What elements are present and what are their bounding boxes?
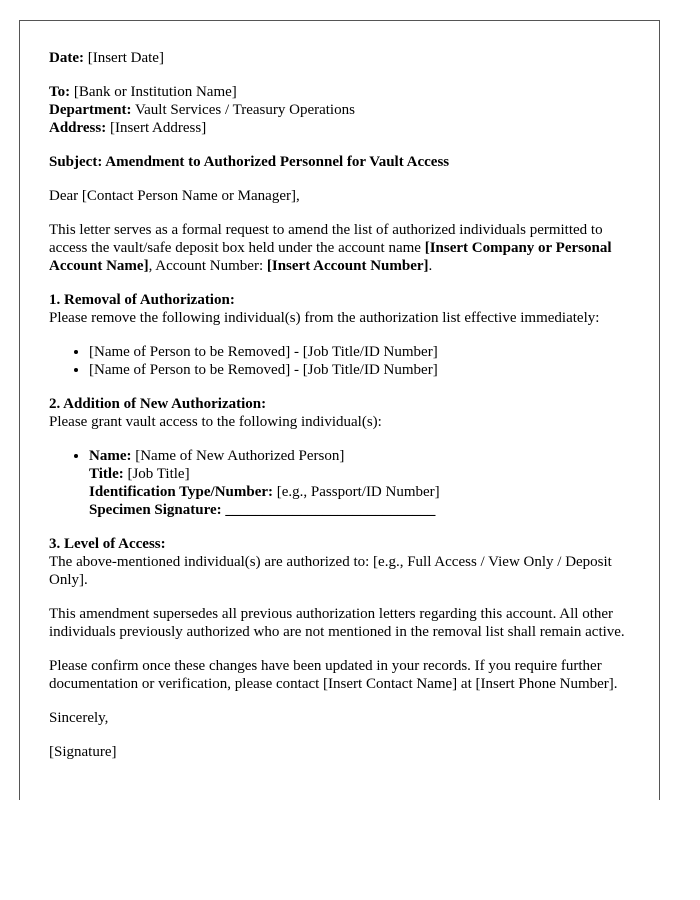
closing: Sincerely,: [49, 710, 109, 726]
list-item: • [Name of Person to be Removed] - [Job Title/ID Number]: [89, 361, 629, 379]
to-value: [Bank or Institution Name]: [70, 84, 237, 100]
letter-page: [19, 20, 660, 800]
new-signature-value: ____________________________: [221, 502, 436, 518]
section3-text: The above-mentioned individual(s) are authorized to: [e.g., Full Access / View Only / Deposit Only].: [49, 554, 612, 588]
new-signature-label: Specimen Signature:: [89, 502, 222, 518]
addition-list: [49, 447, 629, 519]
section1-text: Please remove the following individual(s) from the authorization list effective immediately:: [49, 310, 600, 326]
signature-placeholder: [Signature]: [49, 744, 117, 760]
section2-heading: 2. Addition of New Authorization:: [49, 396, 267, 412]
intro-account-name: [Insert Company or Personal Account Name]: [49, 240, 612, 274]
new-id-value: [e.g., Passport/ID Number]: [273, 484, 440, 500]
salutation: Dear [Contact Person Name or Manager],: [49, 188, 300, 204]
intro-end: .: [428, 258, 433, 274]
date-line: [49, 49, 629, 67]
confirm-paragraph: Please confirm once these changes have been updated in your records. If you require further documentation or verification, please contact [Insert Contact Name] at [Insert Phone Number].: [49, 658, 618, 692]
intro-text: This letter serves as a formal request to amend the list of authorized individuals permitted to access the vault/safe deposit box held under the account name: [49, 222, 603, 256]
subject-text: Subject: Amendment to Authorized Personnel for Vault Access: [49, 154, 450, 170]
department-label: Department:: [49, 102, 132, 118]
intro-mid: , Account Number:: [148, 258, 267, 274]
date-label: Date:: [49, 50, 84, 66]
intro-account-number: [Insert Account Number]: [266, 258, 429, 274]
section2-block: [49, 395, 629, 431]
new-title-value: [Job Title]: [123, 466, 190, 482]
address-value: [Insert Address]: [106, 120, 207, 136]
date-value: [Insert Date]: [83, 50, 164, 66]
department-value: Vault Services / Treasury Operations: [131, 102, 355, 118]
address-label: Address:: [49, 120, 107, 136]
section2-text: Please grant vault access to the following individual(s):: [49, 414, 382, 430]
subject-line: [49, 153, 629, 171]
section1-block: [49, 291, 629, 327]
new-id-label: Identification Type/Number:: [89, 484, 274, 500]
intro-paragraph: [49, 221, 629, 275]
section3-block: [49, 535, 629, 589]
to-label: To:: [49, 84, 71, 100]
letter-body: [49, 49, 629, 777]
removal-list: [49, 343, 629, 379]
list-item: [89, 447, 629, 519]
recipient-block: [49, 83, 629, 137]
supersede-paragraph: This amendment supersedes all previous authorization letters regarding this account. All other individuals previously authorized who are not mentioned in the removal list shall remain active.: [49, 606, 625, 640]
new-name-label: Name:: [89, 448, 132, 464]
new-title-label: Title:: [89, 466, 124, 482]
section3-heading: 3. Level of Access:: [49, 536, 166, 552]
section1-heading: 1. Removal of Authorization:: [49, 292, 235, 308]
new-name-value: [Name of New Authorized Person]: [131, 448, 345, 464]
list-item: • [Name of Person to be Removed] - [Job Title/ID Number]: [89, 343, 629, 361]
